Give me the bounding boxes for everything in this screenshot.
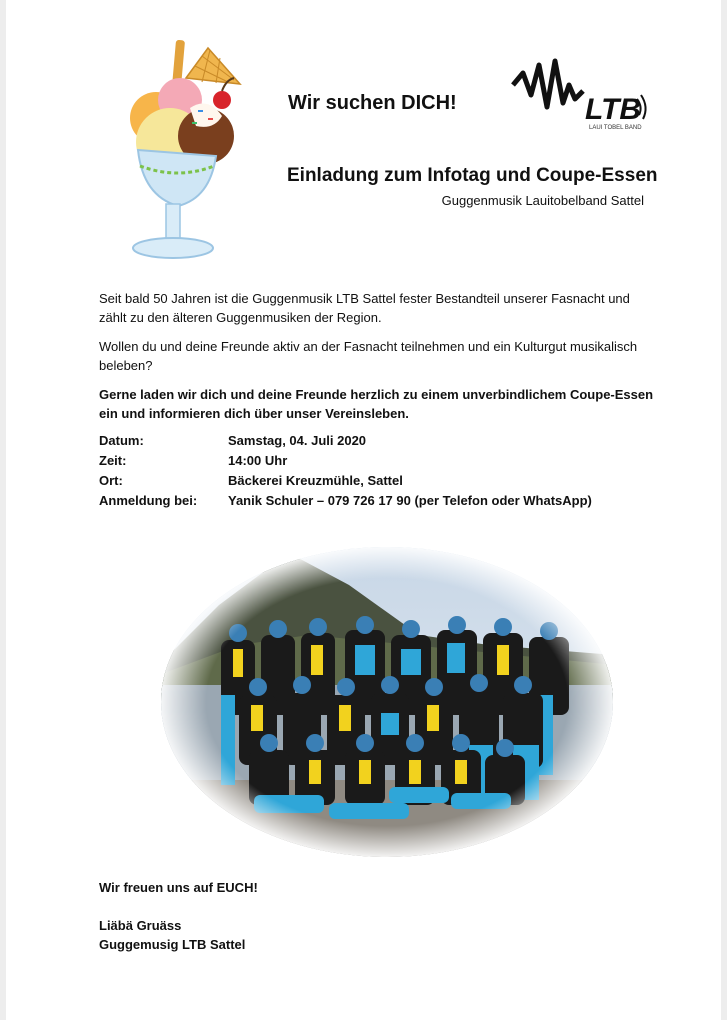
ltb-logo: [511, 55, 651, 135]
ice-cream-sundae-illustration: [98, 38, 243, 263]
detail-row-time: [99, 451, 592, 471]
logo-letters: LTB: [585, 93, 642, 126]
detail-value: Samstag, 04. Juli 2020: [228, 433, 367, 448]
intro-paragraph: Seit bald 50 Jahren ist die Guggenmusik LTB Sattel fester Bestandteil unserer Fasnacht und zählt zu den älteren Guggenmusiken der Region.: [99, 291, 630, 325]
organization-name: Guggenmusik Lauitobelband Sattel: [441, 193, 644, 208]
greeting: Liäbä Gruäss: [99, 918, 182, 933]
detail-value: Yanik Schuler – 079 726 17 90 (per Telefon oder WhatsApp): [228, 493, 592, 508]
detail-row-date: [99, 431, 592, 451]
detail-label: Ort:: [99, 473, 123, 488]
invitation-title: Einladung zum Infotag und Coupe-Essen: [287, 165, 658, 186]
signature: Guggemusig LTB Sattel: [99, 937, 246, 952]
closing-line: Wir freuen uns auf EUCH!: [99, 880, 258, 895]
detail-label: Zeit:: [99, 453, 127, 468]
detail-value: Bäckerei Kreuzmühle, Sattel: [228, 473, 403, 488]
question-paragraph: Wollen du und deine Freunde aktiv an der Fasnacht teilnehmen und ein Kulturgut musikalisch beleben?: [99, 339, 638, 373]
invitation-paragraph: Gerne laden wir dich und deine Freunde herzlich zu einem unverbindlichem Coupe-Essen ein und informieren dich über unser Vereinsleben.: [99, 387, 654, 421]
detail-label: Anmeldung bei:: [99, 493, 198, 508]
event-details: [99, 431, 592, 511]
headline: Wir suchen DICH!: [288, 92, 457, 114]
logo-tagline: LAUI TOBEL BAND: [589, 125, 642, 131]
detail-row-registration: [99, 491, 592, 511]
detail-label: Datum:: [99, 433, 144, 448]
flyer-page: [6, 0, 721, 1020]
group-photo: [159, 545, 615, 860]
detail-value: 14:00 Uhr: [228, 453, 288, 468]
detail-row-location: [99, 471, 592, 491]
